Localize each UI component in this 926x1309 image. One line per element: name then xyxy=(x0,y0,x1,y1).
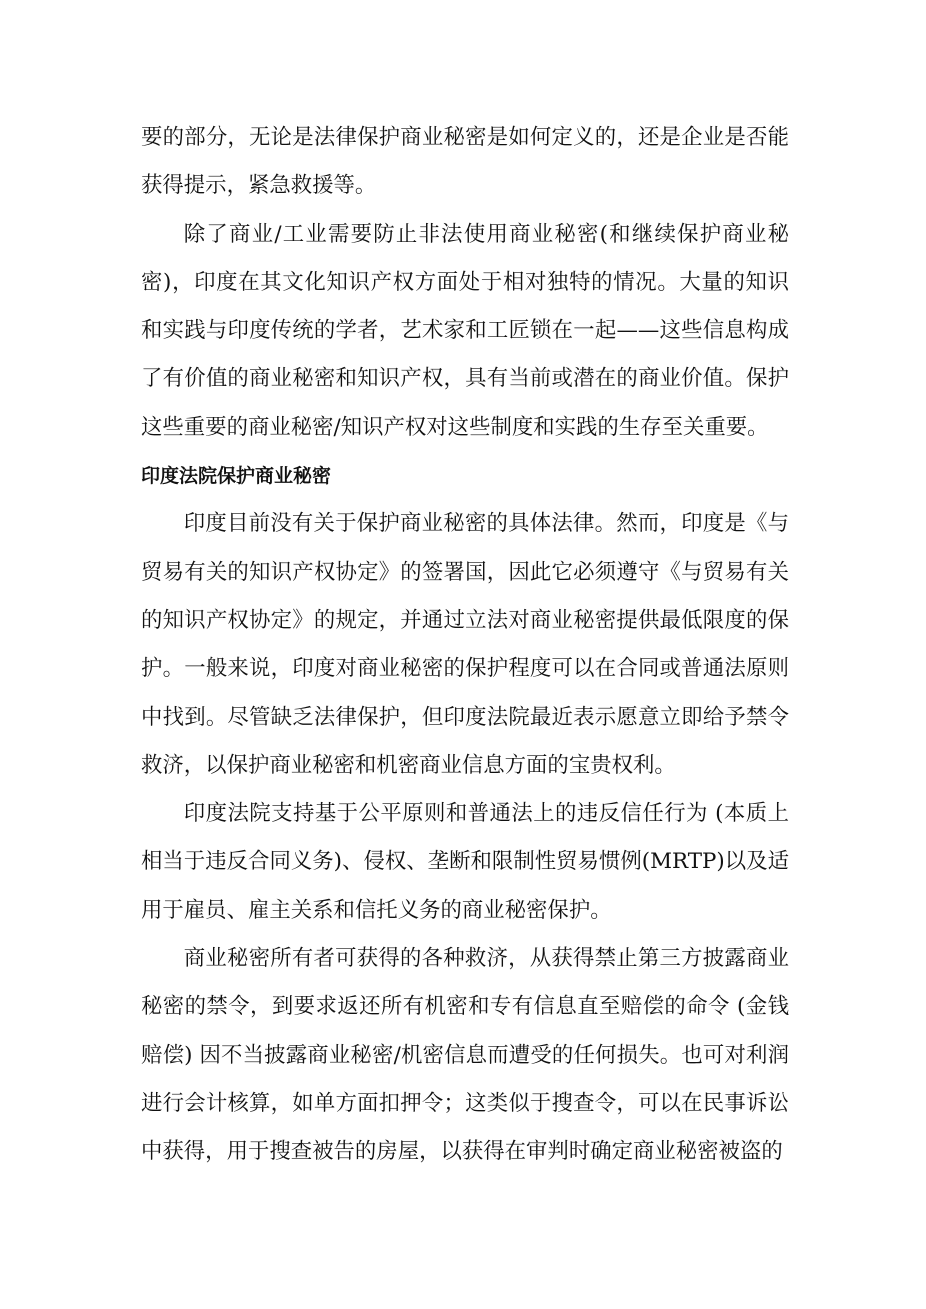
paragraph-remedies: 商业秘密所有者可获得的各种救济，从获得禁止第三方披露商业秘密的禁令，到要求返还所有机密和专有信息直至赔偿的命令 (金钱赔偿) 因不当披露商业秘密/机密信息而遭受的任何损失。也可对利润进行会计核算，如单方面扣押令；这类似于搜查令，可以在民事诉讼中获得，用于搜查被告的房屋，以获得在审判时确定商业秘密被盗的 xyxy=(141,946,789,1165)
document-page xyxy=(141,114,789,1177)
paragraph-cultural-ip: 除了商业/工业需要防止非法使用商业秘密(和继续保护商业秘密)，印度在其文化知识产权方面处于相对独特的情况。大量的知识和实践与印度传统的学者，艺术家和工匠锁在一起——这些信息构成了有价值的商业秘密和知识产权，具有当前或潜在的商业价值。保护这些重要的商业秘密/知识产权对这些制度和实践的生存至关重要。 xyxy=(141,221,789,440)
paragraph-continuation: 要的部分，无论是法律保护商业秘密是如何定义的，还是企业是否能获得提示，紧急救援等。 xyxy=(141,125,789,199)
section-heading: 印度法院保护商业秘密 xyxy=(141,465,332,488)
paragraph-court-support: 印度法院支持基于公平原则和普通法上的违反信任行为 (本质上相当于违反合同义务)、侵权、垄断和限制性贸易惯例(MRTP)以及适用于雇员、雇主关系和信托义务的商业秘密保护。 xyxy=(141,801,789,923)
paragraph-no-specific-law: 印度目前没有关于保护商业秘密的具体法律。然而，印度是《与贸易有关的知识产权协定》的签署国，因此它必须遵守《与贸易有关的知识产权协定》的规定，并通过立法对商业秘密提供最低限度的保护。一般来说，印度对商业秘密的保护程度可以在合同或普通法原则中找到。尽管缺乏法律保护，但印度法院最近表示愿意立即给予禁令救济，以保护商业秘密和机密商业信息方面的宝贵权利。 xyxy=(141,511,789,778)
